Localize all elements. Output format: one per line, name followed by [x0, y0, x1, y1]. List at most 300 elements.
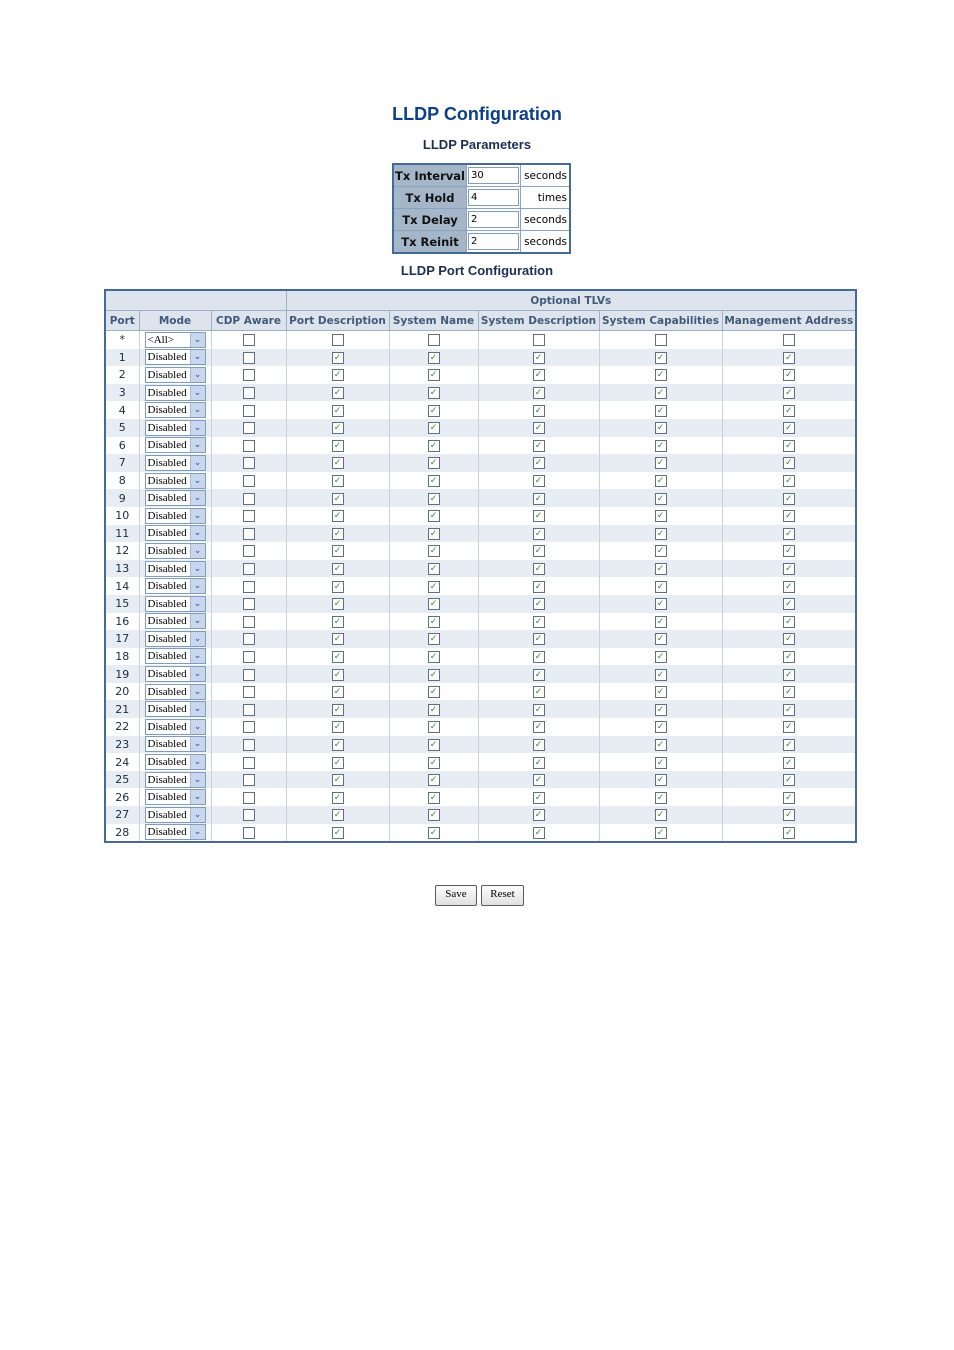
cdp-aware-checkbox[interactable]	[243, 774, 255, 786]
port-description-checkbox[interactable]	[332, 422, 344, 434]
management-address-checkbox[interactable]	[783, 510, 795, 522]
port-description-checkbox[interactable]	[332, 809, 344, 821]
tlv-cell	[389, 736, 478, 754]
system-description-checkbox[interactable]	[533, 387, 545, 399]
param-label: Tx Delay	[393, 209, 467, 231]
tlv-cell	[389, 419, 478, 437]
checkmark-icon: ✓	[429, 528, 438, 539]
checkmark-icon: ✓	[333, 599, 342, 610]
tlv-cell	[722, 349, 856, 367]
system-description-checkbox[interactable]	[533, 545, 545, 557]
tlv-cell	[722, 331, 856, 349]
cdp-aware-checkbox[interactable]	[243, 581, 255, 593]
system-name-checkbox[interactable]	[428, 686, 440, 698]
mode-select[interactable]	[145, 596, 206, 612]
port-description-checkbox[interactable]	[332, 757, 344, 769]
port-number: 17	[105, 630, 139, 648]
system-description-checkbox[interactable]	[533, 809, 545, 821]
port-description-checkbox[interactable]	[332, 598, 344, 610]
system-description-checkbox[interactable]	[533, 440, 545, 452]
system-capabilities-checkbox[interactable]	[655, 633, 667, 645]
system-description-checkbox[interactable]	[533, 651, 545, 663]
management-address-checkbox[interactable]	[783, 475, 795, 487]
cdp-aware-checkbox[interactable]	[243, 739, 255, 751]
port-description-checkbox[interactable]	[332, 721, 344, 733]
checkmark-icon: ✓	[656, 440, 665, 451]
system-name-checkbox[interactable]	[428, 792, 440, 804]
system-name-checkbox[interactable]	[428, 457, 440, 469]
system-capabilities-checkbox[interactable]	[655, 809, 667, 821]
tlv-cell	[722, 489, 856, 507]
mode-cell	[139, 806, 211, 824]
cdp-aware-checkbox[interactable]	[243, 704, 255, 716]
port-description-checkbox[interactable]	[332, 704, 344, 716]
tlv-cell	[478, 366, 599, 384]
cdp-aware-checkbox[interactable]	[243, 792, 255, 804]
checkmark-icon: ✓	[784, 581, 793, 592]
checkmark-icon: ✓	[784, 528, 793, 539]
cdp-aware-checkbox[interactable]	[243, 827, 255, 839]
cdp-aware-cell	[211, 454, 286, 472]
mode-select[interactable]	[145, 684, 206, 700]
system-name-checkbox[interactable]	[428, 493, 440, 505]
system-name-checkbox[interactable]	[428, 721, 440, 733]
system-capabilities-checkbox[interactable]	[655, 369, 667, 381]
system-capabilities-checkbox[interactable]	[655, 686, 667, 698]
port-number: *	[105, 331, 139, 349]
port-header: Port	[105, 311, 139, 331]
system-description-checkbox[interactable]	[533, 598, 545, 610]
system-capabilities-checkbox[interactable]	[655, 352, 667, 364]
cdp-aware-checkbox[interactable]	[243, 422, 255, 434]
mode-value: Disabled	[147, 562, 187, 575]
system-description-checkbox[interactable]	[533, 633, 545, 645]
cdp-aware-checkbox[interactable]	[243, 686, 255, 698]
system-capabilities-checkbox[interactable]	[655, 721, 667, 733]
port-description-checkbox[interactable]	[332, 686, 344, 698]
system-name-checkbox[interactable]	[428, 352, 440, 364]
system-description-checkbox[interactable]	[533, 563, 545, 575]
management-address-checkbox[interactable]	[783, 422, 795, 434]
cdp-aware-checkbox[interactable]	[243, 809, 255, 821]
mode-select[interactable]	[145, 719, 206, 735]
mode-select[interactable]	[145, 789, 206, 805]
management-address-checkbox[interactable]	[783, 528, 795, 540]
system-description-checkbox[interactable]	[533, 616, 545, 628]
system-name-checkbox[interactable]	[428, 757, 440, 769]
system-name-checkbox[interactable]	[428, 616, 440, 628]
mode-cell	[139, 753, 211, 771]
mode-select[interactable]	[145, 648, 206, 664]
system-capabilities-checkbox[interactable]	[655, 422, 667, 434]
management-address-checkbox[interactable]	[783, 651, 795, 663]
system-description-checkbox[interactable]	[533, 510, 545, 522]
system-name-checkbox[interactable]	[428, 405, 440, 417]
mode-value: Disabled	[147, 439, 187, 452]
mode-select[interactable]	[145, 578, 206, 594]
system-description-checkbox[interactable]	[533, 827, 545, 839]
system-name-checkbox[interactable]	[428, 827, 440, 839]
checkmark-icon: ✓	[656, 423, 665, 434]
management-address-checkbox[interactable]	[783, 774, 795, 786]
mode-value: Disabled	[147, 826, 187, 839]
system-capabilities-checkbox[interactable]	[655, 757, 667, 769]
tlv-cell	[478, 718, 599, 736]
mode-cell	[139, 454, 211, 472]
cdp-aware-checkbox[interactable]	[243, 457, 255, 469]
checkmark-icon: ✓	[656, 616, 665, 627]
management-address-checkbox[interactable]	[783, 493, 795, 505]
chevron-down-icon: ⌄	[190, 474, 205, 488]
management-address-checkbox[interactable]	[783, 827, 795, 839]
system-description-checkbox[interactable]	[533, 369, 545, 381]
tlv-cell	[478, 419, 599, 437]
management-address-checkbox[interactable]	[783, 616, 795, 628]
port-description-checkbox[interactable]	[332, 352, 344, 364]
system-description-checkbox[interactable]	[533, 352, 545, 364]
cdp-aware-checkbox[interactable]	[243, 334, 255, 346]
mode-select[interactable]	[145, 437, 206, 453]
mode-select[interactable]	[145, 736, 206, 752]
system-capabilities-checkbox[interactable]	[655, 405, 667, 417]
system-name-checkbox[interactable]	[428, 669, 440, 681]
tlv-cell	[478, 437, 599, 455]
port-description-checkbox[interactable]	[332, 545, 344, 557]
system-description-checkbox[interactable]	[533, 457, 545, 469]
system-name-checkbox[interactable]	[428, 528, 440, 540]
system-capabilities-checkbox[interactable]	[655, 739, 667, 751]
system-name-checkbox[interactable]	[428, 475, 440, 487]
system-capabilities-checkbox[interactable]	[655, 563, 667, 575]
system-description-checkbox[interactable]	[533, 774, 545, 786]
system-capabilities-checkbox[interactable]	[655, 704, 667, 716]
port-number: 13	[105, 560, 139, 578]
system-capabilities-checkbox[interactable]	[655, 510, 667, 522]
tlv-cell	[389, 472, 478, 490]
port-description-checkbox[interactable]	[332, 475, 344, 487]
system-capabilities-checkbox[interactable]	[655, 387, 667, 399]
port-description-checkbox[interactable]	[332, 774, 344, 786]
reset-button[interactable]: Reset	[481, 885, 524, 906]
table-row	[105, 454, 856, 472]
port-description-checkbox[interactable]	[332, 405, 344, 417]
management-address-checkbox[interactable]	[783, 686, 795, 698]
cdp-aware-checkbox[interactable]	[243, 757, 255, 769]
cdp-aware-cell	[211, 489, 286, 507]
param-row	[393, 164, 570, 187]
cdp-aware-checkbox[interactable]	[243, 510, 255, 522]
cdp-aware-checkbox[interactable]	[243, 405, 255, 417]
management-address-checkbox[interactable]	[783, 669, 795, 681]
tlv-cell	[389, 577, 478, 595]
checkmark-icon: ✓	[429, 405, 438, 416]
system-name-checkbox[interactable]	[428, 633, 440, 645]
cdp-aware-cell	[211, 788, 286, 806]
port-description-checkbox[interactable]	[332, 528, 344, 540]
checkmark-icon: ✓	[429, 669, 438, 680]
tlv-cell	[722, 771, 856, 789]
all-ports-row	[105, 331, 856, 349]
system-capabilities-checkbox[interactable]	[655, 545, 667, 557]
tlv-cell	[286, 542, 389, 560]
management-address-checkbox[interactable]	[783, 598, 795, 610]
system-name-checkbox[interactable]	[428, 598, 440, 610]
management-address-checkbox[interactable]	[783, 633, 795, 645]
system-description-checkbox[interactable]	[533, 704, 545, 716]
system-capabilities-checkbox[interactable]	[655, 493, 667, 505]
cdp-aware-cell	[211, 700, 286, 718]
port-description-checkbox[interactable]	[332, 581, 344, 593]
system-name-checkbox[interactable]	[428, 334, 440, 346]
system-capabilities-checkbox[interactable]	[655, 598, 667, 610]
mode-select[interactable]	[145, 349, 206, 365]
page-title: LLDP Configuration	[392, 104, 562, 124]
tlv-cell	[599, 366, 722, 384]
mode-select[interactable]	[145, 613, 206, 629]
param-row	[393, 187, 570, 209]
management-address-checkbox[interactable]	[783, 757, 795, 769]
system-name-checkbox[interactable]	[428, 809, 440, 821]
chevron-down-icon: ⌄	[190, 773, 205, 787]
system-capabilities-checkbox[interactable]	[655, 616, 667, 628]
cdp-aware-checkbox[interactable]	[243, 651, 255, 663]
system-description-checkbox[interactable]	[533, 528, 545, 540]
checkmark-icon: ✓	[429, 370, 438, 381]
tlv-cell	[599, 630, 722, 648]
port-description-checkbox[interactable]	[332, 827, 344, 839]
mode-select[interactable]	[145, 420, 206, 436]
system-name-checkbox[interactable]	[428, 581, 440, 593]
management-address-checkbox[interactable]	[783, 563, 795, 575]
checkmark-icon: ✓	[534, 775, 543, 786]
port-description-checkbox[interactable]	[332, 457, 344, 469]
cdp-aware-cell	[211, 401, 286, 419]
management-address-checkbox[interactable]	[783, 792, 795, 804]
tlv-cell	[286, 806, 389, 824]
port-description-checkbox[interactable]	[332, 651, 344, 663]
mode-select[interactable]	[145, 508, 206, 524]
system-name-checkbox[interactable]	[428, 651, 440, 663]
mode-select[interactable]	[145, 561, 206, 577]
cdp-aware-checkbox[interactable]	[243, 563, 255, 575]
tlv-cell	[286, 560, 389, 578]
tlv-cell	[599, 401, 722, 419]
tlv-cell	[389, 824, 478, 843]
tlv-cell	[478, 753, 599, 771]
port-description-checkbox[interactable]	[332, 369, 344, 381]
mode-select[interactable]	[145, 754, 206, 770]
management-address-checkbox[interactable]	[783, 809, 795, 821]
management-address-checkbox[interactable]	[783, 334, 795, 346]
tlv-cell	[286, 683, 389, 701]
table-row	[105, 419, 856, 437]
checkmark-icon: ✓	[534, 792, 543, 803]
system-description-checkbox[interactable]	[533, 581, 545, 593]
cdp-aware-checkbox[interactable]	[243, 616, 255, 628]
cdp-aware-checkbox[interactable]	[243, 721, 255, 733]
cdp-aware-checkbox[interactable]	[243, 475, 255, 487]
management-address-checkbox[interactable]	[783, 721, 795, 733]
management-address-checkbox[interactable]	[783, 545, 795, 557]
cdp-aware-checkbox[interactable]	[243, 493, 255, 505]
checkmark-icon: ✓	[656, 651, 665, 662]
mode-cell	[139, 683, 211, 701]
system-description-checkbox[interactable]	[533, 721, 545, 733]
tlv-cell	[722, 700, 856, 718]
tlv-cell	[599, 507, 722, 525]
cdp-aware-checkbox[interactable]	[243, 440, 255, 452]
system-description-checkbox[interactable]	[533, 739, 545, 751]
cdp-aware-checkbox[interactable]	[243, 387, 255, 399]
checkmark-icon: ✓	[656, 405, 665, 416]
port-number: 10	[105, 507, 139, 525]
system-description-checkbox[interactable]	[533, 475, 545, 487]
mode-select[interactable]	[145, 772, 206, 788]
system-capabilities-checkbox[interactable]	[655, 581, 667, 593]
system-description-checkbox[interactable]	[533, 792, 545, 804]
checkmark-icon: ✓	[429, 458, 438, 469]
cdp-aware-cell	[211, 507, 286, 525]
system-description-checkbox[interactable]	[533, 422, 545, 434]
management-address-checkbox[interactable]	[783, 704, 795, 716]
system-description-checkbox[interactable]	[533, 493, 545, 505]
mode-select[interactable]	[145, 490, 206, 506]
tlv-cell	[599, 437, 722, 455]
tlv-cell	[599, 771, 722, 789]
management-address-checkbox[interactable]	[783, 440, 795, 452]
mode-select[interactable]	[145, 666, 206, 682]
system-capabilities-checkbox[interactable]	[655, 792, 667, 804]
management-address-checkbox[interactable]	[783, 405, 795, 417]
system-capabilities-checkbox[interactable]	[655, 457, 667, 469]
checkmark-icon: ✓	[534, 827, 543, 838]
management-address-checkbox[interactable]	[783, 352, 795, 364]
system-name-checkbox[interactable]	[428, 369, 440, 381]
cdp-aware-cell	[211, 648, 286, 666]
port-description-checkbox[interactable]	[332, 387, 344, 399]
cdp-aware-checkbox[interactable]	[243, 669, 255, 681]
cdp-aware-checkbox[interactable]	[243, 598, 255, 610]
port-description-checkbox[interactable]	[332, 493, 344, 505]
tlv-cell	[286, 718, 389, 736]
mode-value: Disabled	[147, 615, 187, 628]
tlv-cell	[389, 718, 478, 736]
port-number: 18	[105, 648, 139, 666]
port-description-checkbox[interactable]	[332, 739, 344, 751]
mode-select[interactable]	[145, 473, 206, 489]
system-description-checkbox[interactable]	[533, 334, 545, 346]
checkmark-icon: ✓	[429, 722, 438, 733]
cdp-aware-checkbox[interactable]	[243, 545, 255, 557]
mode-select[interactable]	[145, 455, 206, 471]
system-name-checkbox[interactable]	[428, 774, 440, 786]
port-description-checkbox[interactable]	[332, 633, 344, 645]
cdp-aware-checkbox[interactable]	[243, 528, 255, 540]
mode-select[interactable]	[145, 385, 206, 401]
save-button[interactable]: Save	[435, 885, 477, 906]
cdp-aware-checkbox[interactable]	[243, 369, 255, 381]
management-address-checkbox[interactable]	[783, 581, 795, 593]
param-input[interactable]	[468, 211, 519, 228]
tlv-cell	[599, 384, 722, 402]
port-number: 5	[105, 419, 139, 437]
system-capabilities-checkbox[interactable]	[655, 440, 667, 452]
port-description-checkbox[interactable]	[332, 440, 344, 452]
tlv-cell	[286, 736, 389, 754]
mode-cell	[139, 366, 211, 384]
port-description-checkbox[interactable]	[332, 616, 344, 628]
system-name-checkbox[interactable]	[428, 440, 440, 452]
table-row	[105, 665, 856, 683]
cdp-aware-cell	[211, 560, 286, 578]
system-description-checkbox[interactable]	[533, 405, 545, 417]
param-unit: seconds	[521, 231, 571, 254]
param-input[interactable]	[468, 167, 519, 184]
management-address-checkbox[interactable]	[783, 739, 795, 751]
system-capabilities-checkbox[interactable]	[655, 669, 667, 681]
system-name-checkbox[interactable]	[428, 563, 440, 575]
system-capabilities-checkbox[interactable]	[655, 774, 667, 786]
system-description-checkbox[interactable]	[533, 669, 545, 681]
mode-cell	[139, 401, 211, 419]
param-input[interactable]	[468, 189, 519, 206]
chevron-down-icon: ⌄	[190, 685, 205, 699]
system-capabilities-checkbox[interactable]	[655, 528, 667, 540]
management-address-checkbox[interactable]	[783, 387, 795, 399]
mode-select[interactable]	[145, 631, 206, 647]
port-description-checkbox[interactable]	[332, 510, 344, 522]
mode-select[interactable]	[145, 367, 206, 383]
port-description-checkbox[interactable]	[332, 669, 344, 681]
system-name-checkbox[interactable]	[428, 510, 440, 522]
system-capabilities-checkbox[interactable]	[655, 827, 667, 839]
system-name-checkbox[interactable]	[428, 739, 440, 751]
system-description-checkbox[interactable]	[533, 686, 545, 698]
mode-select[interactable]	[145, 807, 206, 823]
system-description-checkbox[interactable]	[533, 757, 545, 769]
system-name-checkbox[interactable]	[428, 545, 440, 557]
mode-select[interactable]	[145, 402, 206, 418]
system-name-checkbox[interactable]	[428, 422, 440, 434]
mode-select[interactable]	[145, 701, 206, 717]
mode-select[interactable]	[145, 332, 206, 348]
mode-select[interactable]	[145, 525, 206, 541]
checkmark-icon: ✓	[333, 775, 342, 786]
system-capabilities-checkbox[interactable]	[655, 651, 667, 663]
param-input[interactable]	[468, 233, 519, 250]
system-capabilities-checkbox[interactable]	[655, 334, 667, 346]
checkmark-icon: ✓	[534, 669, 543, 680]
mode-select[interactable]	[145, 824, 206, 840]
mode-value: Disabled	[147, 597, 187, 610]
table-row	[105, 366, 856, 384]
system-name-checkbox[interactable]	[428, 387, 440, 399]
cdp-aware-cell	[211, 349, 286, 367]
system-capabilities-checkbox[interactable]	[655, 475, 667, 487]
system-capabilities-header: System Capabilities	[599, 311, 722, 331]
cdp-aware-checkbox[interactable]	[243, 352, 255, 364]
port-description-checkbox[interactable]	[332, 563, 344, 575]
system-name-checkbox[interactable]	[428, 704, 440, 716]
mode-select[interactable]	[145, 543, 206, 559]
management-address-checkbox[interactable]	[783, 457, 795, 469]
cdp-aware-checkbox[interactable]	[243, 633, 255, 645]
checkmark-icon: ✓	[333, 493, 342, 504]
port-description-checkbox[interactable]	[332, 334, 344, 346]
mode-value: Disabled	[147, 527, 187, 540]
port-description-checkbox[interactable]	[332, 792, 344, 804]
management-address-checkbox[interactable]	[783, 369, 795, 381]
